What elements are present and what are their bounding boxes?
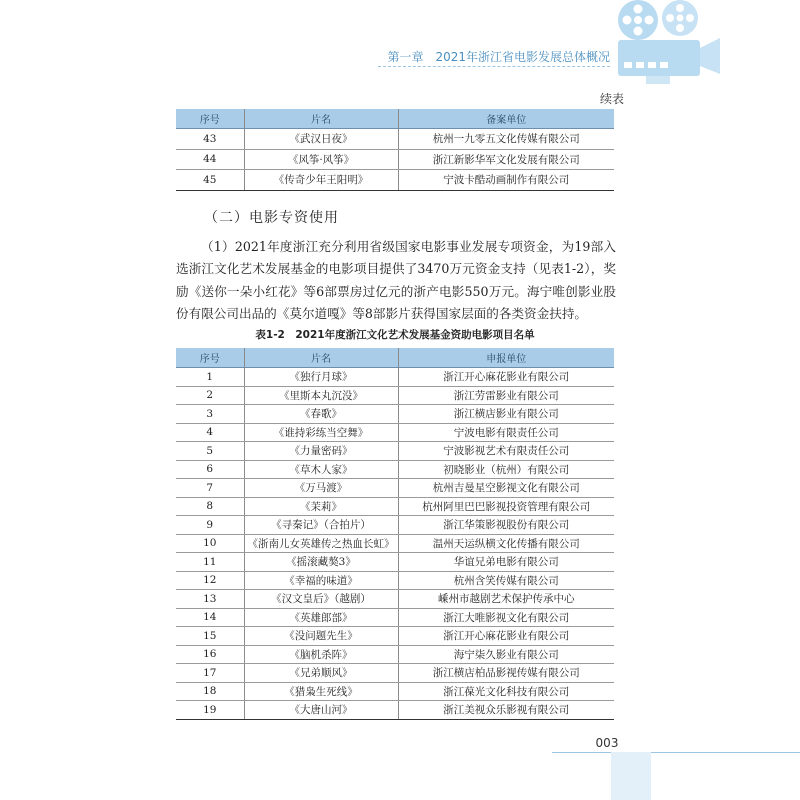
table-row	[176, 664, 614, 683]
cell-number: 19	[176, 701, 244, 720]
table-row	[176, 645, 614, 664]
running-header-chapter-title: 第一章 2021年浙江省电影发展总体概况	[387, 50, 610, 64]
table-row	[176, 386, 614, 405]
cell-number: 6	[176, 460, 244, 479]
table-header-row	[176, 109, 614, 129]
cell-title: 《传奇少年王阳明》	[244, 170, 398, 191]
cell-number: 45	[176, 170, 244, 191]
cell-title: 《猎枭生死线》	[244, 682, 398, 701]
cell-title: 《脑机杀阵》	[244, 645, 398, 664]
table-header-row	[176, 348, 614, 368]
footer-divider	[552, 752, 800, 753]
cell-title: 《春歌》	[244, 405, 398, 424]
table-caption: 表1-2 2021年度浙江文化艺术发展基金资助电影项目名单	[255, 329, 535, 341]
cell-unit: 温州天运纵横文化传播有限公司	[398, 534, 614, 553]
table-row	[176, 534, 614, 553]
cell-unit: 浙江横店柏品影视传媒有限公司	[398, 664, 614, 683]
table-row	[176, 405, 614, 424]
cell-title: 《摇滚藏獒3》	[244, 553, 398, 572]
cell-title: 《武汉日夜》	[244, 129, 398, 150]
table-row	[176, 170, 614, 191]
cell-number: 18	[176, 682, 244, 701]
table-row	[176, 129, 614, 150]
cell-title: 《茉莉》	[244, 497, 398, 516]
cell-number: 7	[176, 479, 244, 498]
cell-number: 4	[176, 423, 244, 442]
cell-number: 43	[176, 129, 244, 150]
continued-table	[176, 109, 614, 191]
cell-title: 《万马渡》	[244, 479, 398, 498]
cell-number: 11	[176, 553, 244, 572]
column-header-unit: 申报单位	[398, 348, 614, 368]
table-row	[176, 423, 614, 442]
cell-number: 15	[176, 627, 244, 646]
cell-number: 17	[176, 664, 244, 683]
cell-unit: 杭州一九零五文化传媒有限公司	[398, 129, 614, 150]
cell-unit: 浙江开心麻花影业有限公司	[398, 368, 614, 387]
cell-title: 《力量密码》	[244, 442, 398, 461]
cell-title: 《独行月球》	[244, 368, 398, 387]
cell-unit: 浙江美视众乐影视有限公司	[398, 701, 614, 720]
table-row	[176, 516, 614, 535]
cell-number: 5	[176, 442, 244, 461]
page-number: 003	[595, 736, 619, 750]
cell-unit: 嵊州市越剧艺术保护传承中心	[398, 590, 614, 609]
cell-unit: 杭州含笑传媒有限公司	[398, 571, 614, 590]
cell-title: 《兄弟顺风》	[244, 664, 398, 683]
cell-number: 13	[176, 590, 244, 609]
cell-title: 《没问题先生》	[244, 627, 398, 646]
cell-unit: 宁波电影有限责任公司	[398, 423, 614, 442]
column-header-number: 序号	[176, 109, 244, 129]
cell-unit: 宁波卡酷动画制作有限公司	[398, 170, 614, 191]
table-row	[176, 627, 614, 646]
cell-unit: 浙江劳雷影业有限公司	[398, 386, 614, 405]
cell-number: 2	[176, 386, 244, 405]
cell-title: 《浙南儿女英雄传之热血长虹》	[244, 534, 398, 553]
table-row	[176, 479, 614, 498]
cell-number: 16	[176, 645, 244, 664]
cell-unit: 华谊兄弟电影有限公司	[398, 553, 614, 572]
cell-title: 《汉文皇后》（越剧）	[244, 590, 398, 609]
film-reel-camera-icon	[596, 0, 800, 84]
cell-number: 1	[176, 368, 244, 387]
cell-number: 12	[176, 571, 244, 590]
cell-unit: 初晓影业（杭州）有限公司	[398, 460, 614, 479]
table-row	[176, 149, 614, 170]
column-header-number: 序号	[176, 348, 244, 368]
cell-title: 《大唐山河》	[244, 701, 398, 720]
section-heading: （二）电影专资使用	[204, 210, 339, 226]
cell-title: 《幸福的味道》	[244, 571, 398, 590]
footer-decoration	[611, 752, 651, 800]
header-divider	[378, 66, 610, 67]
table-row	[176, 682, 614, 701]
table-row	[176, 590, 614, 609]
table-row	[176, 497, 614, 516]
cell-number: 10	[176, 534, 244, 553]
cell-number: 8	[176, 497, 244, 516]
body-paragraph: （1）2021年度浙江充分利用省级国家电影事业发展专项资金，为19部入选浙江文化艺术发展基金的电影项目提供了3470万元资金支持（见表1-2），奖励《送你一朵小红花》等6部票房过亿元的浙产电影550万元。海宁唯创影业股份有限公司出品的《莫尔道嘎》等8部影片获得国家层面的各类资金扶持。	[176, 239, 616, 322]
cell-title: 《寻秦记》（合拍片）	[244, 516, 398, 535]
column-header-title: 片名	[244, 348, 398, 368]
cell-unit: 宁波影视艺术有限责任公司	[398, 442, 614, 461]
cell-unit: 杭州吉曼星空影视文化有限公司	[398, 479, 614, 498]
cell-unit: 浙江大唯影视文化有限公司	[398, 608, 614, 627]
table-row	[176, 368, 614, 387]
column-header-unit: 备案单位	[398, 109, 614, 129]
cell-unit: 浙江华策影视股份有限公司	[398, 516, 614, 535]
cell-unit: 杭州阿里巴巴影视投资管理有限公司	[398, 497, 614, 516]
table-row	[176, 571, 614, 590]
cell-title: 《草木人家》	[244, 460, 398, 479]
cell-unit: 海宁柒久影业有限公司	[398, 645, 614, 664]
cell-unit: 浙江葆光文化科技有限公司	[398, 682, 614, 701]
cell-unit: 浙江新影华军文化发展有限公司	[398, 149, 614, 170]
column-header-title: 片名	[244, 109, 398, 129]
cell-number: 3	[176, 405, 244, 424]
cell-title: 《英雄郎部》	[244, 608, 398, 627]
cell-number: 14	[176, 608, 244, 627]
cell-number: 44	[176, 149, 244, 170]
cell-title: 《风筝·风筝》	[244, 149, 398, 170]
cell-number: 9	[176, 516, 244, 535]
cell-unit: 浙江横店影业有限公司	[398, 405, 614, 424]
table-row	[176, 460, 614, 479]
table-continued-label: 续表	[599, 92, 624, 106]
table-row	[176, 553, 614, 572]
funding-table	[176, 348, 614, 720]
cell-title: 《谁持彩练当空舞》	[244, 423, 398, 442]
table-row	[176, 701, 614, 720]
cell-unit: 浙江开心麻花影业有限公司	[398, 627, 614, 646]
table-row	[176, 442, 614, 461]
table-row	[176, 608, 614, 627]
cell-title: 《里斯本丸沉没》	[244, 386, 398, 405]
